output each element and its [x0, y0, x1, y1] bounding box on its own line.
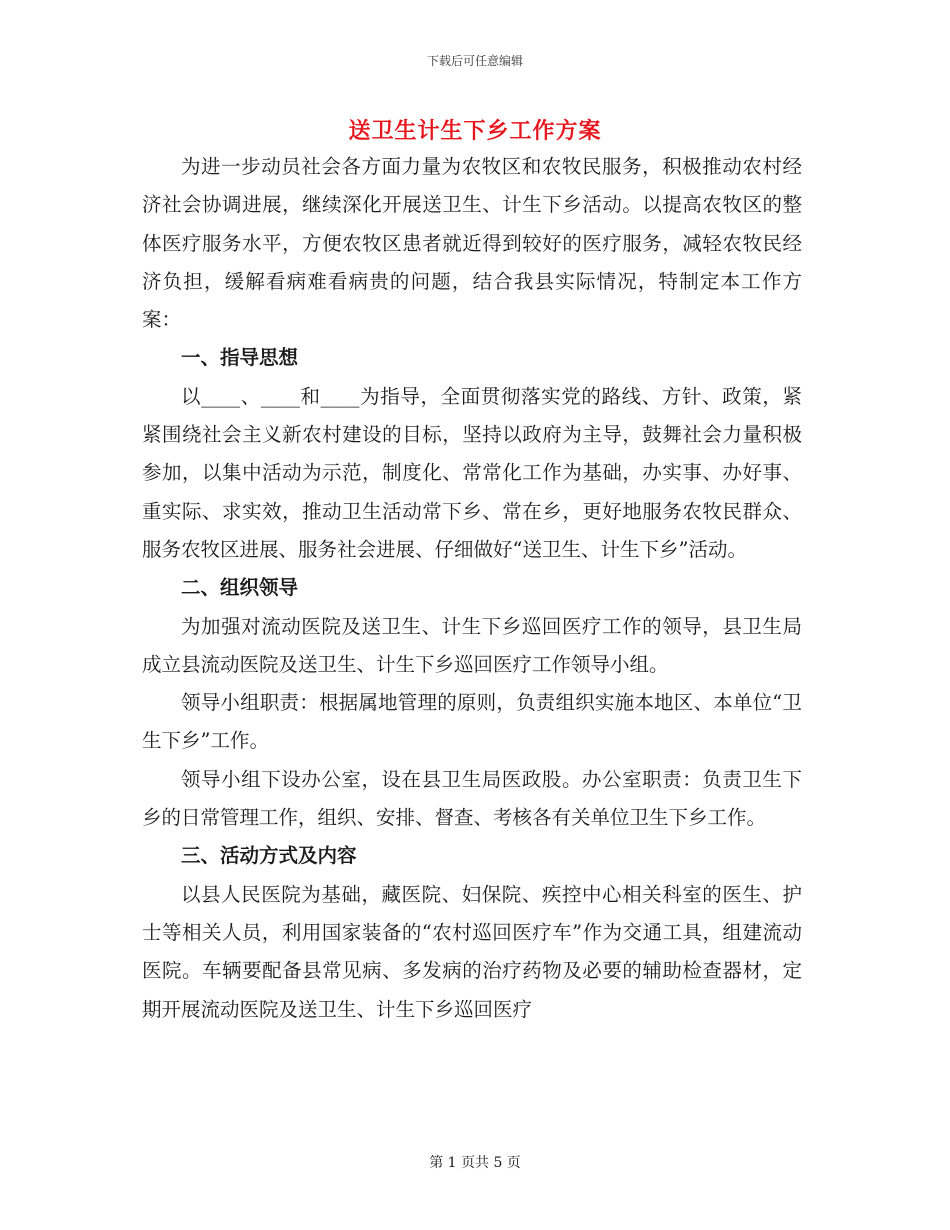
header-note: 下载后可任意编辑	[426, 54, 523, 68]
organization-paragraph-2: 领导小组职责：根据属地管理的原则，负责组织实施本地区、本单位“卫生下乡”工作。	[142, 691, 802, 753]
document-title: 送卫生计生下乡工作方案	[348, 118, 602, 144]
section-heading-guiding-thought: 一、指导思想	[181, 346, 299, 370]
guiding-thought-paragraph: 以____、____和____为指导，全面贯彻落实党的路线、方针、政策，紧紧围绕社会主义新农村建设的目标，坚持以政府为主导，鼓舞社会力量积极参加，以集中活动为示范，制度化、常常化工作为基础，办实事、办好事、重实际、求实效，推动卫生活动常下乡、常在乡，更好地服务农牧民群众、服务农牧区进展、服务社会进展、仔细做好“送卫生、计生下乡”活动。	[142, 384, 802, 561]
intro-paragraph: 为进一步动员社会各方面力量为农牧区和农牧民服务，积极推动农村经济社会协调进展，继续深化开展送卫生、计生下乡活动。以提高农牧区的整体医疗服务水平，方便农牧区患者就近得到较好的医疗服务，减轻农牧民经济负担，缓解看病难看病贵的问题，结合我县实际情况，特制定本工作方案：	[142, 155, 802, 332]
document-body	[142, 148, 802, 1029]
organization-paragraph-1: 为加强对流动医院及送卫生、计生下乡巡回医疗工作的领导，县卫生局成立县流动医院及送卫生、计生下乡巡回医疗工作领导小组。	[142, 614, 802, 676]
section-heading-organization: 二、组织领导	[181, 576, 299, 600]
page-number: 第 1 页共 5 页	[429, 1155, 521, 1171]
activities-paragraph-1: 以县人民医院为基础，藏医院、妇保院、疾控中心相关科室的医生、护士等相关人员，利用国家装备的“农村巡回医疗车”作为交通工具，组建流动医院。车辆要配备县常见病、多发病的治疗药物及必要的辅助检查器材，定期开展流动医院及送卫生、计生下乡巡回医疗	[142, 882, 802, 1021]
organization-paragraph-3: 领导小组下设办公室，设在县卫生局医政股。办公室职责：负责卫生下乡的日常管理工作，组织、安排、督查、考核各有关单位卫生下乡工作。	[142, 767, 802, 830]
section-heading-activities: 三、活动方式及内容	[181, 844, 357, 868]
